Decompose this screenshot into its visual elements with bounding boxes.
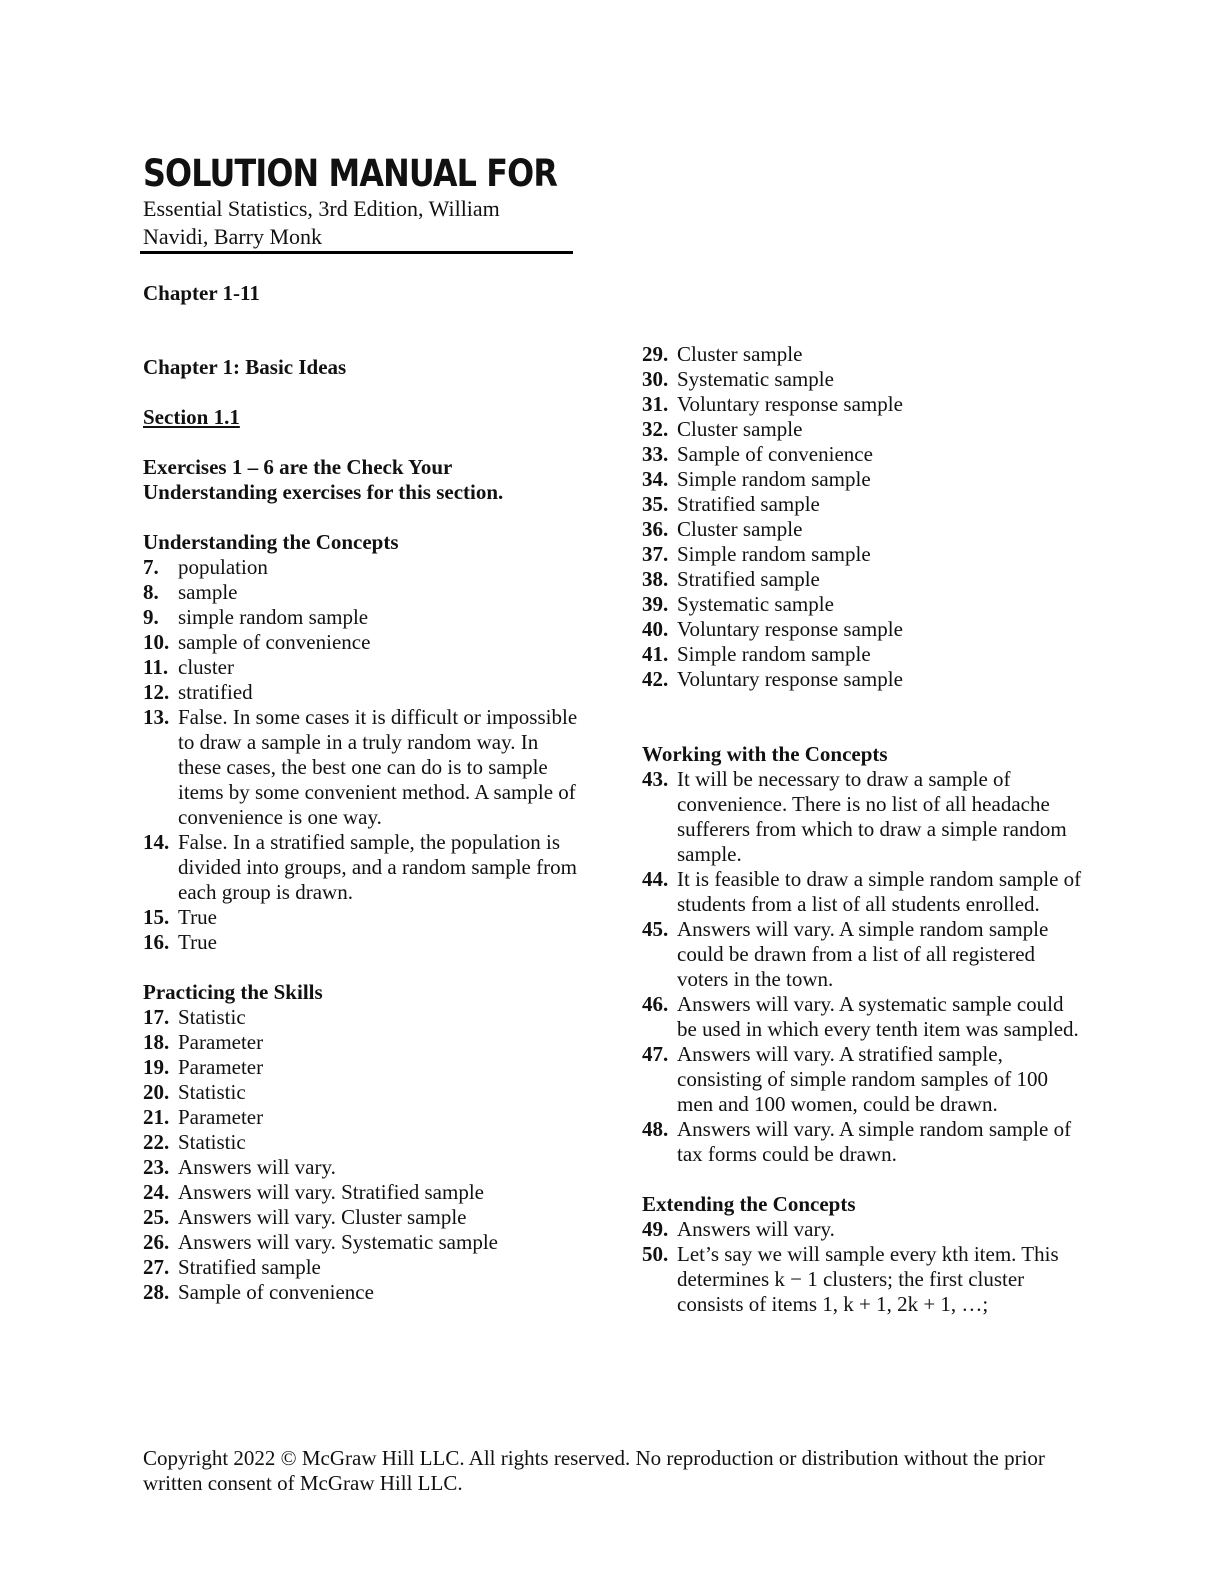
answer-number: 43.	[642, 767, 669, 791]
answer-item	[143, 580, 583, 605]
answer-text: cluster	[178, 655, 234, 679]
answer-item	[642, 467, 1082, 492]
answer-number: 12.	[143, 680, 170, 704]
answer-text: Stratified sample	[178, 1255, 321, 1279]
answer-number: 21.	[143, 1105, 170, 1129]
title-divider	[140, 251, 573, 254]
answer-item	[143, 680, 583, 705]
working-heading: Working with the Concepts	[642, 742, 888, 766]
answer-number: 10.	[143, 630, 170, 654]
answer-number: 44.	[642, 867, 669, 891]
right-column	[642, 342, 1082, 1317]
answer-text: Voluntary response sample	[677, 667, 903, 691]
answer-number: 48.	[642, 1117, 669, 1141]
answer-text: Parameter	[178, 1030, 264, 1054]
answer-number: 39.	[642, 592, 669, 616]
answer-item	[143, 905, 583, 930]
answer-item	[642, 342, 1082, 367]
chapter-title: Chapter 1: Basic Ideas	[143, 355, 347, 379]
answer-text: False. In some cases it is difficult or impossible to draw a sample in a truly random way. In these cases, the best one can do is to sample items by some convenient method. A sample of convenience is one way.	[178, 705, 578, 829]
answer-text: Parameter	[178, 1055, 264, 1079]
answer-text: Sample of convenience	[677, 442, 873, 466]
answer-item	[143, 1005, 583, 1030]
answer-number: 49.	[642, 1217, 669, 1241]
answer-text: sample of convenience	[178, 630, 371, 654]
answer-item	[642, 1117, 1082, 1167]
answer-item	[143, 1130, 583, 1155]
answer-item	[143, 705, 583, 830]
answer-item	[642, 517, 1082, 542]
answer-text: Voluntary response sample	[677, 617, 903, 641]
answer-text: Answers will vary. Cluster sample	[178, 1205, 467, 1229]
answer-item	[642, 917, 1082, 992]
answer-item	[642, 992, 1082, 1042]
answer-number: 37.	[642, 542, 669, 566]
answer-number: 23.	[143, 1155, 170, 1179]
answer-item	[642, 592, 1082, 617]
answer-text: Stratified sample	[677, 567, 820, 591]
answer-item	[642, 392, 1082, 417]
answer-number: 36.	[642, 517, 669, 541]
answer-text: Cluster sample	[677, 417, 803, 441]
answer-item	[143, 1280, 583, 1305]
answer-text: Statistic	[178, 1005, 246, 1029]
left-column	[143, 355, 583, 1305]
answer-text: Statistic	[178, 1130, 246, 1154]
answer-text: population	[178, 555, 268, 579]
answer-text: Systematic sample	[677, 592, 834, 616]
answer-number: 19.	[143, 1055, 170, 1079]
answer-number: 30.	[642, 367, 669, 391]
answer-number: 14.	[143, 830, 170, 854]
answer-text: True	[178, 905, 217, 929]
extending-list	[642, 1217, 1082, 1317]
answer-number: 46.	[642, 992, 669, 1016]
answer-item	[143, 630, 583, 655]
document-subtitle: Essential Statistics, 3rd Edition, William Navidi, Barry Monk	[143, 196, 500, 249]
answer-text: Simple random sample	[677, 467, 871, 491]
answer-text: Let’s say we will sample every kth item. This determines k − 1 clusters; the first cluster consists of items 1, k + 1, 2k + 1, …;	[677, 1242, 1059, 1316]
practicing-heading: Practicing the Skills	[143, 980, 323, 1004]
answer-number: 45.	[642, 917, 669, 941]
section-title: Section 1.1	[143, 405, 240, 429]
answer-item	[143, 1180, 583, 1205]
answer-item	[143, 1105, 583, 1130]
answer-text: Answers will vary. A simple random sample could be drawn from a list of all registered voters in the town.	[677, 917, 1049, 991]
answer-number: 15.	[143, 905, 170, 929]
answer-item	[143, 1255, 583, 1280]
practicing-list-continued	[642, 342, 1082, 692]
answer-item	[642, 367, 1082, 392]
answer-item	[642, 867, 1082, 917]
answer-text: True	[178, 930, 217, 954]
answer-item	[642, 417, 1082, 442]
understanding-heading: Understanding the Concepts	[143, 530, 399, 554]
answer-number: 35.	[642, 492, 669, 516]
answer-number: 25.	[143, 1205, 170, 1229]
answer-number: 11.	[143, 655, 169, 679]
answer-text: It is feasible to draw a simple random sample of students from a list of all students enrolled.	[677, 867, 1082, 916]
answer-item	[143, 1055, 583, 1080]
section-intro: Exercises 1 – 6 are the Check Your Understanding exercises for this section.	[143, 455, 504, 504]
answer-text: Parameter	[178, 1105, 264, 1129]
document-title: SOLUTION MANUAL FOR	[143, 152, 557, 195]
answer-item	[143, 555, 583, 580]
answer-number: 13.	[143, 705, 170, 729]
answer-number: 50.	[642, 1242, 669, 1266]
answer-number: 42.	[642, 667, 669, 691]
answer-number: 32.	[642, 417, 669, 441]
answer-text: Answers will vary. A stratified sample, consisting of simple random samples of 100 men and 100 women, could be drawn.	[677, 1042, 1048, 1116]
answer-number: 8.	[143, 580, 159, 604]
answer-number: 7.	[143, 555, 159, 579]
answer-item	[642, 542, 1082, 567]
answer-number: 27.	[143, 1255, 170, 1279]
answer-item	[143, 830, 583, 905]
answer-number: 20.	[143, 1080, 170, 1104]
practicing-list	[143, 1005, 583, 1305]
answer-item	[642, 1042, 1082, 1117]
answer-text: False. In a stratified sample, the population is divided into groups, and a random sample from each group is drawn.	[178, 830, 577, 904]
answer-text: Answers will vary. Systematic sample	[178, 1230, 498, 1254]
answer-item	[143, 1080, 583, 1105]
extending-heading: Extending the Concepts	[642, 1192, 856, 1216]
answer-text: Answers will vary. Stratified sample	[178, 1180, 484, 1204]
answer-item	[143, 1030, 583, 1055]
answer-number: 9.	[143, 605, 159, 629]
answer-item	[642, 617, 1082, 642]
copyright-footer: Copyright 2022 © McGraw Hill LLC. All rights reserved. No reproduction or distribution without the prior written consent of McGraw Hill LLC.	[143, 1446, 1045, 1495]
working-list	[642, 767, 1082, 1167]
answer-item	[642, 667, 1082, 692]
answer-text: simple random sample	[178, 605, 369, 629]
answer-item	[143, 1205, 583, 1230]
answer-number: 22.	[143, 1130, 170, 1154]
answer-item	[642, 1242, 1082, 1317]
answer-number: 47.	[642, 1042, 669, 1066]
answer-item	[143, 655, 583, 680]
answer-number: 29.	[642, 342, 669, 366]
answer-item	[642, 567, 1082, 592]
answer-text: Answers will vary.	[178, 1155, 336, 1179]
answer-text: stratified	[178, 680, 253, 704]
answer-text: Answers will vary.	[677, 1217, 835, 1241]
answer-item	[642, 492, 1082, 517]
answer-item	[143, 1155, 583, 1180]
answer-item	[143, 1230, 583, 1255]
answer-number: 41.	[642, 642, 669, 666]
answer-item	[642, 642, 1082, 667]
answer-text: It will be necessary to draw a sample of convenience. There is no list of all headache sufferers from which to draw a simple random sample.	[677, 767, 1067, 866]
answer-number: 26.	[143, 1230, 170, 1254]
understanding-list	[143, 555, 583, 955]
answer-text: Voluntary response sample	[677, 392, 903, 416]
answer-number: 31.	[642, 392, 669, 416]
answer-number: 38.	[642, 567, 669, 591]
answer-text: Simple random sample	[677, 542, 871, 566]
answer-number: 16.	[143, 930, 170, 954]
answer-text: Stratified sample	[677, 492, 820, 516]
answer-text: Answers will vary. A systematic sample could be used in which every tenth item was sampled.	[677, 992, 1079, 1041]
answer-number: 33.	[642, 442, 669, 466]
answer-text: Cluster sample	[677, 517, 803, 541]
answer-number: 40.	[642, 617, 669, 641]
chapter-range: Chapter 1-11	[143, 281, 260, 305]
answer-item	[642, 1217, 1082, 1242]
answer-item	[143, 930, 583, 955]
answer-text: Sample of convenience	[178, 1280, 374, 1304]
answer-number: 34.	[642, 467, 669, 491]
answer-item	[642, 767, 1082, 867]
answer-text: Cluster sample	[677, 342, 803, 366]
answer-text: Statistic	[178, 1080, 246, 1104]
answer-number: 28.	[143, 1280, 170, 1304]
answer-number: 17.	[143, 1005, 170, 1029]
answer-number: 24.	[143, 1180, 170, 1204]
answer-text: Systematic sample	[677, 367, 834, 391]
answer-text: Simple random sample	[677, 642, 871, 666]
answer-text: sample	[178, 580, 238, 604]
answer-item	[642, 442, 1082, 467]
answer-item	[143, 605, 583, 630]
answer-text: Answers will vary. A simple random sample of tax forms could be drawn.	[677, 1117, 1072, 1166]
answer-number: 18.	[143, 1030, 170, 1054]
